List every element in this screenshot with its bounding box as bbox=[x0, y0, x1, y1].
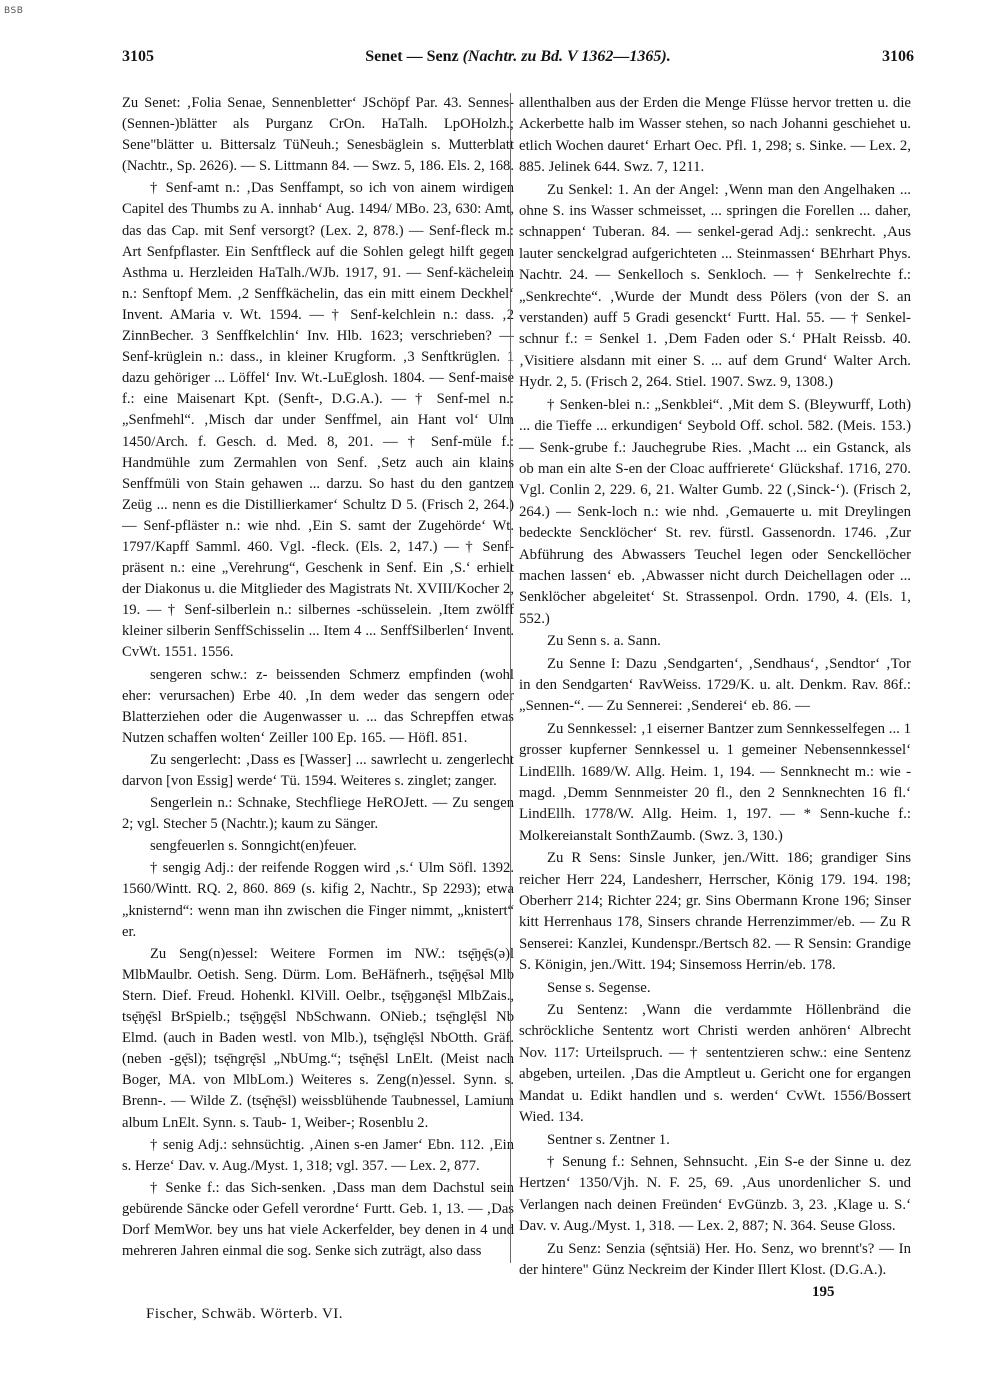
entry-paragraph: Zu Senkel: 1. An der Angel: ‚Wenn man den Angelhaken ... ohne S. ins Wasser schmeisset, ... springen die Forellen ... daher, schnappen‘ Tuberan. 84. — senkel-gerad Adj.: senkrecht. ‚Aus lauter senckelgrad aufgerichteten ... Steinmassen‘ BEhrhart Phys. Nachtr. 24. — Senkelloch s. Senkloch. — † Senkelrechte f.: „Senkrechte“. ‚Wurde der Mundt dess Pölers (von der S. an verstanden) auff 5 Gradi gesenckt‘ Furtt. Hal. 55. — † Senkel-schnur f.: = Senkel 1. ‚Dem Faden oder S.‘ PHalt Reissb. 40. ‚Visitiere alsdann mit einer S. ... auf dem Grund‘ Walter Arch. Hydr. 2, 5. (Frisch 2, 264. Stiel. 1907. Swz. 9, 1308.) bbox=[519, 181, 911, 391]
entry-paragraph: Zu Senz: Senzia (sę̄ntsiä) Her. Ho. Senz, wo brennt's? — In der hintere" Günz Neckreim der Kinder Illert Klost. (D.G.A.). bbox=[519, 1240, 911, 1278]
footer-source: Fischer, Schwäb. Wörterb. VI. bbox=[146, 1306, 344, 1322]
running-title-main: Senet — Senz bbox=[365, 48, 459, 65]
entry-paragraph: sengeren schw.: z- beissenden Schmerz empfinden (wohl eher: verursachen) Erbe 40. ‚In dem weder das sengern oder Blatterziehen oder die Augenwasser u. ... das Schrepffen etwas Nutzen schaffen wolten‘ Zeiller 100 Ep. 165. — Höfl. 851. bbox=[122, 666, 514, 746]
entry-paragraph: † Senf-amt n.: ‚Das Senffampt, so ich von ainem wirdigen Capitel des Thumbs zu A. innhab‘ Aug. 1494/ MBo. 23, 630: Amt, das das Cap. mit Senf versorgt? (Lex. 2, 878.) — Senf-fleck m.: Art Senfpflaster. Ein Senftfleck auf die Sohlen gelegt hilft gegen Asthma u. Herzleiden HaTalh./WJb. 1917, 91. — Senf-kächelein n.: Senftopf Mem. ‚2 Senffkächelin, das ein mitt einem Deckhel‘ Invent. AMaria v. Wt. 1594. — † Senf-kelchlein n.: dass. ‚2 ZinnBecher. 3 Senffkelchlin‘ Inv. Hlb. 1623; verschrieben? — Senf-krüglein n.: dass., in kleiner Krugform. ‚3 Senftkrüglen. 1 dazu gehöriger ... Löffel‘ Inv. Wt.-LuEglosh. 1804. — Senf-maise f.: eine Maisenart Kpt. (Senft-, D.G.A.). — † Senf-mel n.: „Senfmehl“. ‚Misch dar under Senffmel, ain Hant vol‘ Ulm 1450/Arch. f. Gesch. d. Med. 8, 201. — † Senf-müle f.: Handmühle zum Zermahlen von Senf. ‚Setz auch ain klains Senffmüli von Stain gehawen ... darzu. So hast du den gantzen Zeüg ... nenn es die Distillierkamer‘ Schultz D 5. (Frisch 2, 264.) — Senf-pfläster n.: wie nhd. ‚Ein S. samt der Zugehörde‘ Wt. 1797/Kapff Samml. 460. Vgl. -fleck. (Els. 2, 147.) — † Senf-präsent n.: eine „Verehrung“, Geschenk in Senf. Ein ‚S.‘ erhielt der Diakonus u. die Mitglieder des Magistrats Nt. XVIII/Kocher 2, 19. — † Senf-silberlein n.: silbernes -schüsselein. ‚Item zwölff kleiner silberin SenffSchisselin ... Item 4 ... SenffSilberlen‘ Invent. CvWt. 1551. 1556. bbox=[122, 180, 514, 661]
page-header bbox=[122, 48, 914, 72]
left-column bbox=[122, 93, 514, 1263]
entry-paragraph: sengfeuerlen s. Sonngicht(en)feuer. bbox=[150, 838, 357, 855]
entry-paragraph: † Senung f.: Sehnen, Sehnsucht. ‚Ein S-e der Sinne u. dez Hertzen‘ 1350/Vjh. N. F. 25, 69. ‚Aus unordenlicher S. und Verlangen nach deinen Freünden‘ EvGünzb. 3, 23. ‚Klage u. S.‘ Dav. v. Aug./Myst. 1, 318. — Lex. 2, 887; N. 364. Seuse Gloss. bbox=[519, 1153, 911, 1235]
entry-paragraph: Sense s. Segense. bbox=[547, 979, 651, 996]
entry-paragraph: † Senken-blei n.: „Senkblei“. ‚Mit dem S. (Bleywurff, Loth) ... die Tieffe ... erkundigen‘ Seybold Off. schol. 582. (Meis. 153.) — Senk-grube f.: Jauchegrube Ries. ‚Macht ... ein Gstanck, als ob man ein alte S-en der Cloac auffrierete‘ Glückshaf. 1716, 270. Vgl. Conlin 2, 229. 6, 21. Walter Gumb. 22 (‚Sinck-‘). (Frisch 2, 264.) — Senk-loch n.: wie nhd. ‚Gemauerte u. mit Dreylingen bedeckte Sencklöcher‘ St. rev. fürstl. Gassenordn. 1746. ‚Zur Abführung des Abwassers Teuchel legen oder Senckellöcher machen lassen‘ eb. ‚Abwasser nicht durch Deichellagen oder ... Senklöcher abgeleitet‘ St. Strassenpol. Ordn. 1790, 4. (Els. 1, 552.) bbox=[519, 396, 911, 627]
entry-paragraph: Zu sengerlecht: ‚Dass es [Wasser] ... sawrlecht u. zengerlecht darvon [von Essig] werde‘ Tü. 1594. Weiteres s. zinglet; zanger. bbox=[122, 751, 514, 789]
entry-paragraph: Sentner s. Zentner 1. bbox=[547, 1131, 670, 1148]
entry-paragraph: † Senke f.: das Sich-senken. ‚Dass man dem Dachstul sein gebürende Sāncke oder Gefell verordne‘ Furtt. Geb. 1, 13. — ‚Das Dorf MemWor. bey uns hat viele Ackerfelder, bey denen in 4 und mehreren Jahren einmal die sog. Senke sich zuträgt, also dass bbox=[122, 1179, 514, 1260]
entry-paragraph: allenthalben aus der Erden die Menge Flüsse hervor tretten u. die Ackerbette halb im Wasser stehen, so nach Johanni geschiehet u. etlich Wochen dauret‘ Erhart Oec. Pfl. 1, 298; s. Sinke. — Lex. 2, 885. Jelinek 644. Swz. 7, 1211. bbox=[519, 95, 911, 176]
entry-paragraph: Zu Sentenz: ‚Wann die verdammte Höllenbränd die schröckliche Sententz wort Christi werden anhören‘ Albrecht Nov. 117: Urteilspruch. — † sententzieren schw.: eine Sentenz abgeben, urteilen. ‚Das die Amptleut u. Gericht one for ergangen Mandat u. Edikt handlen und s. werden‘ CvWt. 1556/Bossert Wied. 134. bbox=[519, 1002, 911, 1126]
entry-paragraph: † senig Adj.: sehnsüchtig. ‚Ainen s-en Jamer‘ Ebn. 112. ‚Ein s. Herze‘ Dav. v. Aug./Myst. 1, 318; vgl. 357. — Lex. 2, 877. bbox=[122, 1136, 514, 1174]
running-title bbox=[122, 48, 914, 66]
entry-paragraph: Zu Sennkessel: ‚1 eiserner Bantzer zum Sennkesselfegen ... 1 grosser kupferner Sennkessel u. 1 gemeiner Nebensennkessel‘ LindEllh. 1689/W. Allg. Heim. 1, 194. — Sennknecht m.: wie -magd. ‚Demm Sennmeister 20 fl., den 2 Sennknechten 16 fl.‘ LindEllh. 1778/W. Allg. Heim. 1, 197. — * Senn-kuche f.: Molkereianstalt SonthZaumb. (Swz. 3, 130.) bbox=[519, 720, 911, 844]
page-footer bbox=[122, 1284, 914, 1330]
running-title-note: (Nachtr. zu Bd. V 1362—1365). bbox=[462, 48, 671, 65]
library-stamp: BSB bbox=[4, 6, 24, 16]
page-number-right: 3106 bbox=[882, 48, 914, 65]
sheet-signature: 195 bbox=[812, 1284, 835, 1300]
entry-paragraph: Zu R Sens: Sinsle Junker, jen./Witt. 186; grandiger Sins reicher Herr 224, Landesherr, Herrscher, König 179. 194. 198; Oberherr 214; Richter 224; gr. Sins Obermann Krone 196; Sinser kitt Herrenhaus 178, Sinsers chrande Herrenzimmer/eb. — Zu R Senserei: Kanzlei, Kundenspr./Bertsch 82. — R Sensin: Grandige S. Königin, jen./Witt. 194; Sinsemoss Herrin/eb. 178. bbox=[519, 850, 911, 974]
column-divider bbox=[510, 93, 511, 1263]
entry-paragraph: Sengerlein n.: Schnake, Stechfliege HeROJett. — Zu sengen 2; vgl. Stecher 5 (Nachtr.); kaum zu Sänger. bbox=[122, 795, 514, 833]
entry-paragraph: Zu Senn s. a. Sann. bbox=[547, 633, 661, 650]
entry-paragraph: Zu Senne I: Dazu ‚Sendgarten‘, ‚Sendhaus‘, ‚Sendtor‘ ‚Tor in den Sendgarten‘ RavWeiss. 1729/K. u. alt. Denkm. Rav. 86f.: „Sennen-“. — Zu Sennerei: ‚Senderei‘ eb. 86. — bbox=[519, 655, 911, 715]
right-column bbox=[519, 93, 911, 1282]
entry-paragraph: † sengig Adj.: der reifende Roggen wird ‚s.‘ Ulm Söfl. 1392. 1560/Wintt. RQ. 2, 860. 869 (s. kifig 2, Nachtr., Sp 2293); etwa „knisternd“: wenn man ihn zwischen die Finger nimmt, „knistert“ er. bbox=[122, 860, 514, 940]
entry-paragraph: Zu Seng(n)essel: Weitere Formen im NW.: tsę̄ŋę̄s(ə)l MlbMaulbr. Oetish. Seng. Dürm. Lom. BeHäfnerh., tsę̄ŋę̄səl Mlb Stern. Dief. Freud. Hohenkl. KlVill. Oelbr., tsę̄ŋgənę̄sl MlbZais., tsę̄ŋę̄sl BrSpielb.; tsę̄ŋgę̄sl NbSchwann. ONieb.; tsę̄nglę̄sl Nb Elmd. (auch in Baden westl. von Mlb.), tsę̄nglę̄sl NbOtth. Gräf. (neben -gę̄sl); tsę̄ngrę̄sl „NbUmg.“; tsę̄nę̄sl LnElt. (Meist nach Boger, MA. von MlbLom.) Weiteres s. Zeng(n)essel. Synn. s. Brenn-. — Wilde Z. (tsę̄nę̄sl) weissblühende Taubnessel, Lamium album LnElt. Synn. s. Taub- 1, Weiber-; Rosenblu 2. bbox=[122, 945, 514, 1131]
page-number-left: 3105 bbox=[122, 48, 154, 65]
entry-paragraph: Zu Senet: ‚Folia Senae, Sennenbletter‘ JSchöpf Par. 43. Sennes-(Sennen-)blätter als Purganz CrOn. HaTalh. LpOHolzh.; Sene"blätter u. Bittersalz TüNeuh.; Senesbäglein s. Mutterblatt (Nachtr., Sp. 2626). — S. Littmann 84. — Swz. 5, 186. Els. 2, 168. bbox=[122, 95, 514, 175]
